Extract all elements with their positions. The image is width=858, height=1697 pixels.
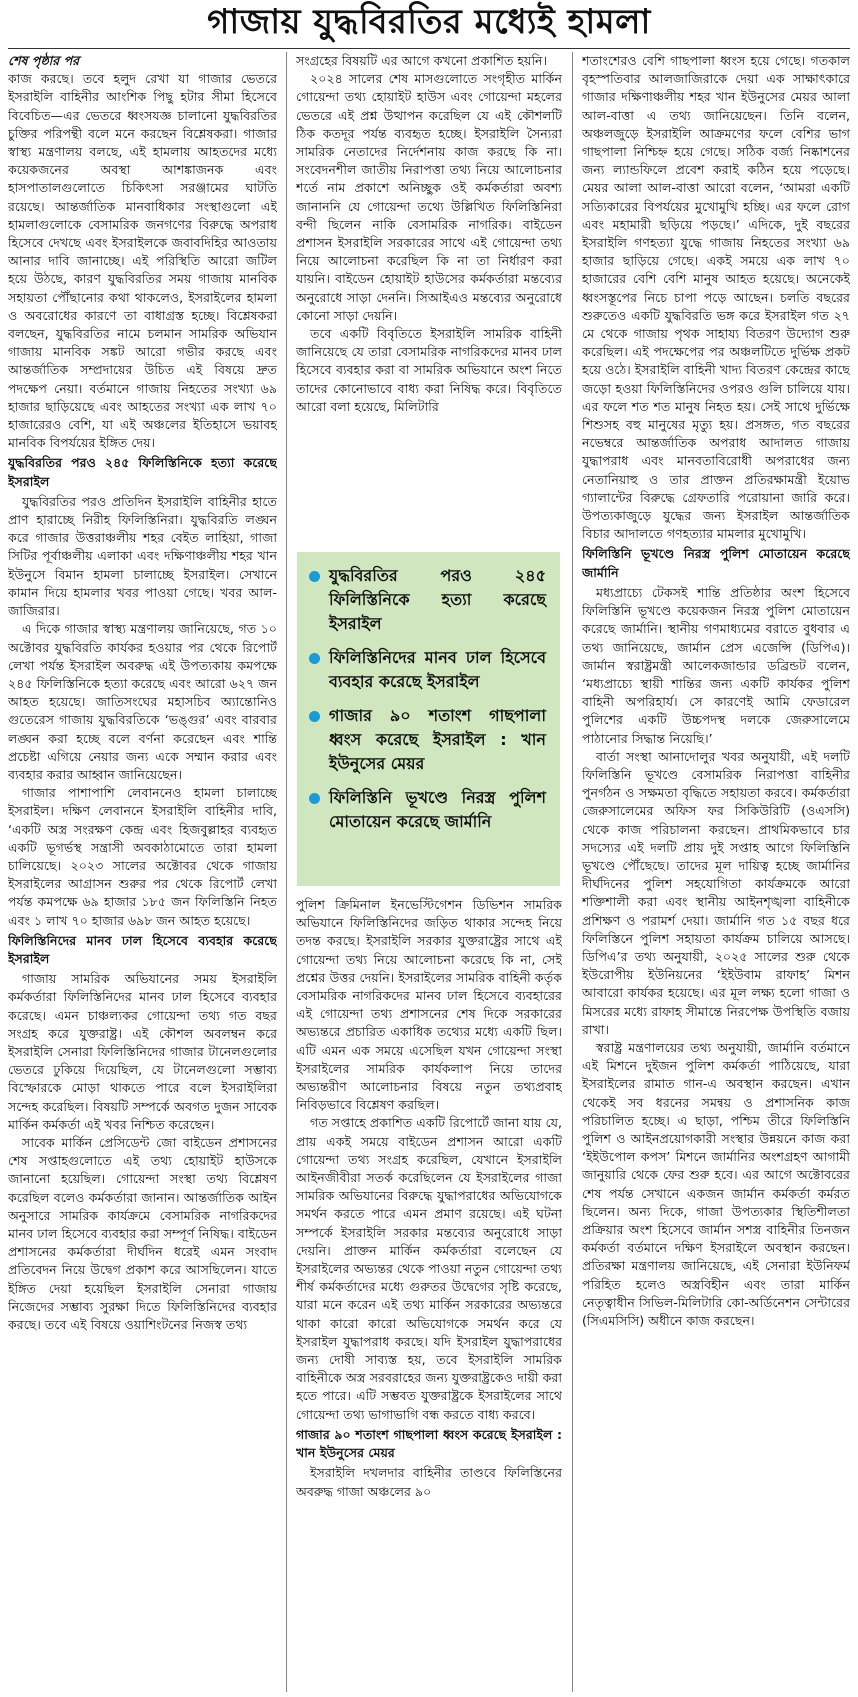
column-2-top — [296, 52, 562, 542]
headline-rule — [8, 48, 850, 49]
subhead-ceasefire: যুদ্ধবিরতির পরও ২৪৫ ফিলিস্তিনিকে হত্যা করেছে ইসরাইল — [8, 455, 277, 489]
col2-para-6: ইসরাইলি দখলদার বাহিনীর তাণ্ডবে ফিলিস্তিনের অবরুদ্ধ গাজা অঞ্চলের ৯০ — [296, 1465, 562, 1499]
highlight-text: ফিলিস্তিনিদের মানব ঢাল হিসেবে ব্যবহার করেছে ইসরাইল — [329, 648, 546, 691]
subhead-human-shield: ফিলিস্তিনিদের মানব ঢাল হিসেবে ব্যবহার করেছে ইসরাইল — [8, 932, 277, 966]
subhead-trees: গাজার ৯০ শতাংশ গাছপালা ধ্বংস করেছে ইসরাইল : খান ইউনুসের মেয়র — [296, 1426, 562, 1461]
column-2-bottom — [296, 896, 562, 1692]
column-divider-2 — [572, 52, 573, 1692]
highlight-item — [309, 786, 546, 834]
col2-para-2: ২০২৪ সালের শেষ মাসগুলোতে সংগৃহীত মার্কিন গোয়েন্দা তথ্য হোয়াইট হাউস এবং গোয়েন্দা মহলের ভেতরে এই প্রশ্ন উত্থাপন করেছিল যে এই কৌশলটি ঠিক কতদূর পর্যন্ত ব্যবহৃত হচ্ছে। ইসরাইলি সৈন্যরা সামরিক নেতাদের নির্দেশনায় কাজ করছে কি না। সংবেদনশীল জাতীয় নিরাপত্তা তথ্য নিয়ে আলোচনার শর্তে নাম প্রকাশে অনিচ্ছুক ওই কর্মকর্তারা অবশ্য জানাননি যে গোয়েন্দা তথ্যে উল্লিখিত ফিলিস্তিনিরা বন্দী ছিলেন নাকি বেসামরিক নাগরিক। বাইডেন প্রশাসন ইসরাইলি সরকারের সাথে এই গোয়েন্দা তথ্য নিয়ে আলোচনা করেছিল কি না তা নির্ধারণ করা যায়নি। বাইডেন হোয়াইট হাউসের কর্মকর্তারা মন্তব্যের অনুরোধে সাড়া দেননি। সিআইএও মন্তব্যের অনুরোধে কোনো সাড়া দেয়নি। — [296, 71, 562, 323]
col1-para-6: সাবেক মার্কিন প্রেসিডেন্ট জো বাইডেন প্রশাসনের শেষ সপ্তাহগুলোতে এই তথ্য হোয়াইট হাউসকে জানানো হয়েছিল। গোয়েন্দা সংস্থা তথ্য বিশ্লেষণ করেছিল বলেও কর্মকর্তারা জানান। আন্তর্জাতিক আইন অনুসারে সামরিক কার্যক্রমে বেসামরিক নাগরিকদের মানব ঢাল হিসেবে ব্যবহার করা সম্পূর্ণ নিষিদ্ধ। বাইডেন প্রশাসনের কর্মকর্তারা দীর্ঘদিন ধরেই এমন সংবাদ প্রতিবেদন নিয়ে উদ্বেগ প্রকাশ করে আসছিলেন। যাতে ইঙ্গিত দেয়া হয়েছিল ইসরাইলি সেনারা গাজায় নিজেদের সম্ভাব্য সুরক্ষা দিতে ফিলিস্তিনিদের ব্যবহার করছে। তবে এই বিষয়ে ওয়াশিংটনের নিজস্ব তথ্য — [8, 1134, 277, 1333]
col1-para-4: গাজার পাশাপাশি লেবাননেও হামলা চালাচ্ছে ইসরাইল। দক্ষিণ লেবাননে ইসরাইলি বাহিনীর দাবি, ‘একটি অস্ত্র সংরক্ষণ কেন্দ্র এবং হিজবুল্লাহর ব্যবহৃত একটি ভূগর্ভস্থ সন্ত্রাসী অবকাঠামোতে তারা হামলা চালিয়েছে। ২০২৩ সালের অক্টোবর থেকে গাজায় ইসরাইলের আগ্রাসন শুরুর পর থেকে রিপোর্ট লেখা পর্যন্ত কমপক্ষে ৬৯ হাজার ১৮৫ জন ফিলিস্তিনি নিহত এবং ১ লাখ ৭০ হাজার ৬৯৮ জন আহত হয়েছে। — [8, 785, 277, 928]
col3-para-3: বার্তা সংস্থা আনাদোলুর খবর অনুযায়ী, এই দলটি ফিলিস্তিনি ভূখণ্ডে বেসামরিক নিরাপত্তা বাহিনীর পুনর্গঠন ও সক্ষমতা বৃদ্ধিতে সহায়তা করবে। কর্মকর্তারা জেরুসালেমের অফিস ফর সিকিউরিটি (ওএসসি) থেকে কাজ পরিচালনা করছেন। প্রাথমিকভাবে চার সদস্যের এই দলটি প্রায় দুই সপ্তাহ আগে ফিলিস্তিনি ভূখণ্ডে পৌঁছেছে। তাদের মূল দায়িত্ব হচ্ছে জার্মানির দীর্ঘদিনের পুলিশ সহযোগিতা কার্যক্রমকে আরো শক্তিশালী করা এবং স্থানীয় আইনশৃঙ্খলা বাহিনীকে প্রশিক্ষণ ও পরামর্শ দেয়া। জার্মানি গত ১৫ বছর ধরে ফিলিস্তিনে পুলিশ সহায়তা কার্যক্রম চালিয়ে আসছে। ডিপিএ’র তথ্য অনুযায়ী, ২০২৫ সালের শুরু থেকে ইউরোপীয় ইউনিয়নের ‘ইইউবাম রাফাহ’ মিশন আবারো কার্যকর হয়েছে। এর মূল লক্ষ্য হলো গাজা ও মিসরের মধ্যে রাফাহ সীমান্তে নিরপেক্ষ উপস্থিতি বজায় রাখা। — [582, 748, 850, 1037]
headline: গাজায় যুদ্ধবিরতির মধ্যেই হামলা — [207, 1, 651, 42]
col1-para-5: গাজায় সামরিক অভিযানের সময় ইসরাইলি কর্মকর্তারা ফিলিস্তিনিদের মানব ঢাল হিসেবে ব্যবহার করেছে। এমন চাঞ্চল্যকর গোয়েন্দা তথ্য গত বছর সংগ্রহ করে যুক্তরাষ্ট্র। এই কৌশল অবলম্বন করে ইসরাইলি সেনারা ফিলিস্তিনিদের গাজার টানেলগুলোর ভেতরে ঢুকিয়ে দিয়েছিল, যে টানেলগুলো সম্ভাব্য বিস্ফোরকে মোড়া থাকতে পারে বলে ইসরাইলিরা সন্দেহ করেছিল। বিষয়টি সম্পর্কে অবগত দুজন সাবেক মার্কিন কর্মকর্তা এই খবর নিশ্চিত করেছেন। — [8, 971, 277, 1132]
bullet-icon — [309, 793, 320, 804]
column-3 — [582, 52, 850, 1692]
subhead-germany: ফিলিস্তিনি ভূখণ্ডে নিরস্ত্র পুলিশ মোতায়েন করেছে জার্মানি — [582, 546, 850, 580]
column-divider-1 — [286, 52, 287, 1692]
col3-para-2: মধ্যপ্রাচ্যে টেকসই শান্তি প্রতিষ্ঠার অংশ হিসেবে ফিলিস্তিনি ভূখণ্ডে কয়েকজন নিরস্ত্র পুলিশ মোতায়েন করেছে জার্মানি। স্থানীয় গণমাধ্যমের বরাতে বুধবার এ তথ্য জানিয়েছে, জার্মান প্রেস এজেন্সি (ডিপিএ)। জার্মান স্বরাষ্ট্রমন্ত্রী আলেকজান্ডার ডব্রিন্ডট বলেন, ‘মধ্যপ্রাচ্যে স্থায়ী শান্তির জন্য একটি কার্যকর পুলিশ বাহিনী অপরিহার্য। সে কারণেই আমি ফেডারেল পুলিশের একটি উচ্চপদস্থ দলকে জেরুসালেমে পাঠানোর সিদ্ধান্ত নিয়েছি।’ — [582, 584, 850, 746]
highlight-item — [309, 564, 546, 636]
continued-label: শেষ পৃষ্ঠার পর — [8, 53, 80, 68]
highlights-box — [297, 552, 560, 886]
col1-para-1: কাজ করছে। তবে হলুদ রেখা যা গাজার ভেতরে ইসরাইলি বাহিনীর আংশিক পিছু হটার সীমা হিসেবে বিবেচিত—এর ভেতরে ধ্বংসযজ্ঞ চালানো যুদ্ধবিরতির চুক্তির পরিপন্থী বলে মনে করছেন বিশ্লেষকরা। গাজার স্বাস্থ্য মন্ত্রণালয় বলছে, এই হামলায় আহতদের মধ্যে কয়েকজনের অবস্থা আশঙ্কাজনক এবং হাসপাতালগুলোতে চিকিৎসা সরঞ্জামের ঘাটতি রয়েছে। আন্তর্জাতিক মানবাধিকার সংস্থাগুলো এই হামলাগুলোকে বেসামরিক জনগণের বিরুদ্ধে অপরাধ হিসেবে দেখছে এবং ইসরাইলকে জবাবদিহির আওতায় আনার দাবি জানাচ্ছে। এই পরিস্থিতি আরো জটিল হয়ে উঠছে, কারণ যুদ্ধবিরতির সময় গাজায় মানবিক সহায়তা পৌঁছানোর কথা থাকলেও, ইসরাইলের হামলা ও অবরোধের কারণে তা বাধাগ্রস্ত হচ্ছে। বিশ্লেষকরা বলছেন, যুদ্ধবিরতির নামে চলমান সামরিক অভিযান গাজায় মানবিক সঙ্কট আরো গভীর করছে এবং আন্তর্জাতিক সম্প্রদায়ের উচিত এই বিষয়ে দ্রুত পদক্ষেপ নেয়া। বর্তমানে গাজায় নিহতের সংখ্যা ৬৯ হাজার ছাড়িয়েছে এবং আহতের সংখ্যা এক লাখ ৭০ হাজারেরও বেশি, যা এই অঞ্চলের ইতিহাসে ভয়াবহ মানবিক বিপর্যয়ের ইঙ্গিত দেয়। — [8, 71, 277, 451]
highlight-text: গাজার ৯০ শতাংশ গাছপালা ধ্বংস করেছে ইসরাইল : খান ইউনুসের মেয়র — [329, 706, 546, 773]
bullet-icon — [309, 571, 320, 582]
col2-para-5: গত সপ্তাহে প্রকাশিত একটি রিপোর্টে জানা যায় যে, প্রায় একই সময়ে বাইডেন প্রশাসন আরো একটি গোয়েন্দা তথ্য সংগ্রহ করেছিল, যেখানে ইসরাইলি আইনজীবীরা সতর্ক করেছিলেন যে ইসরাইলের গাজা সামরিক অভিযানের বিরুদ্ধে যুদ্ধাপরাধের অভিযোগকে সমর্থন করতে পারে এমন প্রমাণ রয়েছে। এই ঘটনা সম্পর্কে ইসরাইলি সরকার মন্তব্যের অনুরোধে সাড়া দেয়নি। প্রাক্তন মার্কিন কর্মকর্তারা বলেছেন যে ইসরাইলের অভ্যন্তর থেকে পাওয়া নতুন গোয়েন্দা তথ্য শীর্ষ কর্মকর্তাদের মধ্যে গুরুতর উদ্বেগের সৃষ্টি করেছে, যারা মনে করেন এই তথ্য মার্কিন সরকারের অভ্যন্তরে থাকা কারো কারো অভিযোগকে সমর্থন করে যে ইসরাইল যুদ্ধাপরাধ করছে। যদি ইসরাইল যুদ্ধাপরাধের জন্য দোষী সাব্যস্ত হয়, তবে ইসরাইলি সামরিক বাহিনীকে অস্ত্র সরবরাহের জন্য যুক্তরাষ্ট্রকেও দায়ী করা হতে পারে। এটি সম্ভবত যুক্তরাষ্ট্রকে ইসরাইলের সাথে গোয়েন্দা তথ্য ভাগাভাগি বন্ধ করতে বাধ্য করবে। — [296, 1115, 562, 1422]
highlight-item — [309, 646, 546, 694]
column-1 — [8, 52, 277, 1692]
col3-para-4: স্বরাষ্ট্র মন্ত্রণালয়ের তথ্য অনুযায়ী, জার্মানি বর্তমানে এই মিশনে দুইজন পুলিশ কর্মকর্তা পাঠিয়েছে, যারা ইসরাইলের রামাত গান-এ অবস্থান করছেন। এখান থেকেই সব ধরনের সমন্বয় ও প্রশাসনিক কাজ পরিচালিত হচ্ছে। এ ছাড়া, পশ্চিম তীরে ফিলিস্তিনি পুলিশ ও আইনপ্রয়োগকারী সংস্থার উন্নয়নে কাজ করা ‘ইইউপোল কপস’ মিশনে জার্মানির অংশগ্রহণ আগামী জানুয়ারি থেকে ফের শুরু হবে। এর আগে অক্টোবরের শেষ পর্যন্ত সেখানে একজন জার্মান কর্মকর্তা কর্মরত ছিলেন। অন্য দিকে, গাজা উপত্যকার স্থিতিশীলতা প্রক্রিয়ার অংশ হিসেবে জার্মান সশস্ত্র বাহিনীর তিনজন কর্মকর্তা বর্তমানে দক্ষিণ ইসরাইলে অবস্থান করছেন। প্রতিরক্ষা মন্ত্রণালয় জানিয়েছে, এই সেনারা ইউনিফর্ম পরিহিত হলেও অস্ত্রবিহীন এবং তারা মার্কিন নেতৃত্বাধীন সিভিল-মিলিটারি কো-অর্ডিনেশন সেন্টারের (সিএমসিসি) অধীনে কাজ করছেন। — [582, 1039, 850, 1329]
bullet-icon — [309, 653, 320, 664]
highlight-text: যুদ্ধবিরতির পরও ২৪৫ ফিলিস্তিনিকে হত্যা করেছে ইসরাইল — [329, 566, 546, 633]
highlight-text: ফিলিস্তিনি ভূখণ্ডে নিরস্ত্র পুলিশ মোতায়েন করেছে জার্মানি — [329, 788, 546, 831]
col2-para-1: সংগ্রহের বিষয়টি এর আগে কখনো প্রকাশিত হয়নি। — [296, 53, 548, 68]
col2-para-4: পুলিশ ক্রিমিনাল ইনভেস্টিগেশন ডিভিশন সামরিক অভিযানে ফিলিস্তিনিদের জড়িত থাকার সন্দেহ নিয়ে তদন্ত করছে। ইসরাইলি সরকার যুক্তরাষ্ট্রের সাথে এই গোয়েন্দা তথ্য নিয়ে আলোচনা করেছে কি না, সেই প্রশ্নের উত্তর দেয়নি। ইসরাইলের সামরিক বাহিনী কর্তৃক বেসামরিক নাগরিকদের মানব ঢাল হিসেবে ব্যবহারের এই গোয়েন্দা তথ্য প্রশাসনের শেষ দিকে সরকারের অভ্যন্তরে প্রচারিত একাধিক তথ্যের মধ্যে একটি ছিল। এটি এমন এক সময়ে এসেছিল যখন গোয়েন্দা সংস্থা ইসরাইলের সামরিক কার্যকলাপ নিয়ে তাদের অভ্যন্তরীণ আলোচনার বিষয়ে নতুন তথ্যপ্রবাহ নিবিড়ভাবে বিশ্লেষণ করছিল। — [296, 897, 562, 1113]
highlight-item — [309, 704, 546, 776]
col2-para-3: তবে একটি বিবৃতিতে ইসরাইলি সামরিক বাহিনী জানিয়েছে যে তারা বেসামরিক নাগরিকদের মানব ঢাল হিসেবে ব্যবহার করা বা সামরিক অভিযানে অংশ নিতে তাদের কোনোভাবে বাধ্য করা নিষিদ্ধ করে। বিবৃতিতে আরো বলা হয়েছে, মিলিটারি — [296, 326, 562, 414]
col1-para-3: এ দিকে গাজার স্বাস্থ্য মন্ত্রণালয় জানিয়েছে, গত ১০ অক্টোবর যুদ্ধবিরতি কার্যকর হওয়ার পর থেকে রিপোর্ট লেখা পর্যন্ত ইসরাইল অবরুদ্ধ এই উপত্যকায় কমপক্ষে ২৪৫ ফিলিস্তিনিকে হত্যা করেছে এবং আরো ৬২৭ জন আহত হয়েছে। জাতিসংঘের মহাসচিব অ্যান্তোনিও গুতেরেস গাজায় যুদ্ধবিরতিকে ‘ভঙ্গুর’ এবং বারবার লঙ্ঘন করা হচ্ছে বলে বর্ণনা করেছেন এবং শান্তি প্রচেষ্টা এগিয়ে নেয়ার জন্য একে সম্মান করার এবং ব্যবহার করার আহ্বান জানিয়েছেন। — [8, 621, 277, 782]
col1-para-2: যুদ্ধবিরতির পরও প্রতিদিন ইসরাইলি বাহিনীর হাতে প্রাণ হারাচ্ছে নিরীহ ফিলিস্তিনিরা। যুদ্ধবিরতি লঙ্ঘন করে গাজার উত্তরাঞ্চলীয় শহর বেইত লাহিয়া, গাজা সিটির পূর্বাঞ্চলীয় এলাকা এবং দক্ষিণাঞ্চলীয় শহর খান ইউনুসে বিমান হামলা চালাচ্ছে ইসরাইল। সেখানে কামান দিয়ে হামলার খবর পাওয়া গেছে। খবর আল-জাজিরার। — [8, 493, 277, 619]
col3-para-1: শতাংশেরও বেশি গাছপালা ধ্বংস হয়ে গেছে। গতকাল বৃহস্পতিবার আলজাজিরাকে দেয়া এক সাক্ষাৎকারে গাজার দক্ষিণাঞ্চলীয় শহর খান ইউনুসের মেয়র আলা আল-বাত্তা এ তথ্য জানিয়েছেন। তিনি বলেন, অঞ্চলজুড়ে ইসরাইলি আক্রমণের ফলে বেশির ভাগ গাছপালা নিশ্চিহ্ন হয়ে গেছে। সঠিক বর্জ্য নিষ্কাশনের জন্য ল্যান্ডফিলে প্রবেশ করাই কঠিন হয়ে পড়েছে। মেয়র আলা আল-বাত্তা আরো বলেন, ‘আমরা একটি সত্যিকারের বিপর্যয়ের মুখোমুখি হচ্ছি। এর ফলে রোগ এবং মহামারী ছড়িয়ে পড়ছে।’ এদিকে, দুই বছরের ইসরাইলি গণহত্যা যুদ্ধে গাজায় নিহতের সংখ্যা ৬৯ হাজার ছাড়িয়ে গেছে। একই সময়ে এক লাখ ৭০ হাজারের বেশি বেশি মানুষ আহত হয়েছে। অনেকেই ধ্বংসস্তূপের নিচে চাপা পড়ে আছেন। চলতি বছরের শুরুতেও একটি যুদ্ধবিরতি ভঙ্গ করে ইসরাইল গত ২৭ মে থেকে গাজায় পৃথক সাহায্য বিতরণ উদ্যোগ শুরু করেছিল। এই পদক্ষেপের পর অঞ্চলটিতে দুর্ভিক্ষ প্রকট হয়ে ওঠে। ইসরাইলি বাহিনী খাদ্য বিতরণ কেন্দ্রের কাছে জড়ো হওয়া ফিলিস্তিনিদের ওপরও গুলি চালিয়ে যায়। এর ফলে শত শত মানুষ নিহত হয়। সেই সাথে দুর্ভিক্ষে শিশুসহ বহু মানুষের মৃত্যু হয়। প্রসঙ্গত, গত বছরের নভেম্বরে আন্তর্জাতিক অপরাধ আদালত গাজায় যুদ্ধাপরাধ এবং মানবতাবিরোধী অপরাধের জন্য নেতানিয়াহু ও তার প্রাক্তন প্রতিরক্ষামন্ত্রী ইয়োভ গ্যালান্টের বিরুদ্ধে গ্রেফতারি পরোয়ানা জারি করে। উপত্যকাজুড়ে যুদ্ধের জন্য ইসরাইল আন্তর্জাতিক বিচার আদালতে গণহত্যার মামলার মুখোমুখি। — [582, 53, 850, 542]
bullet-icon — [309, 711, 320, 722]
